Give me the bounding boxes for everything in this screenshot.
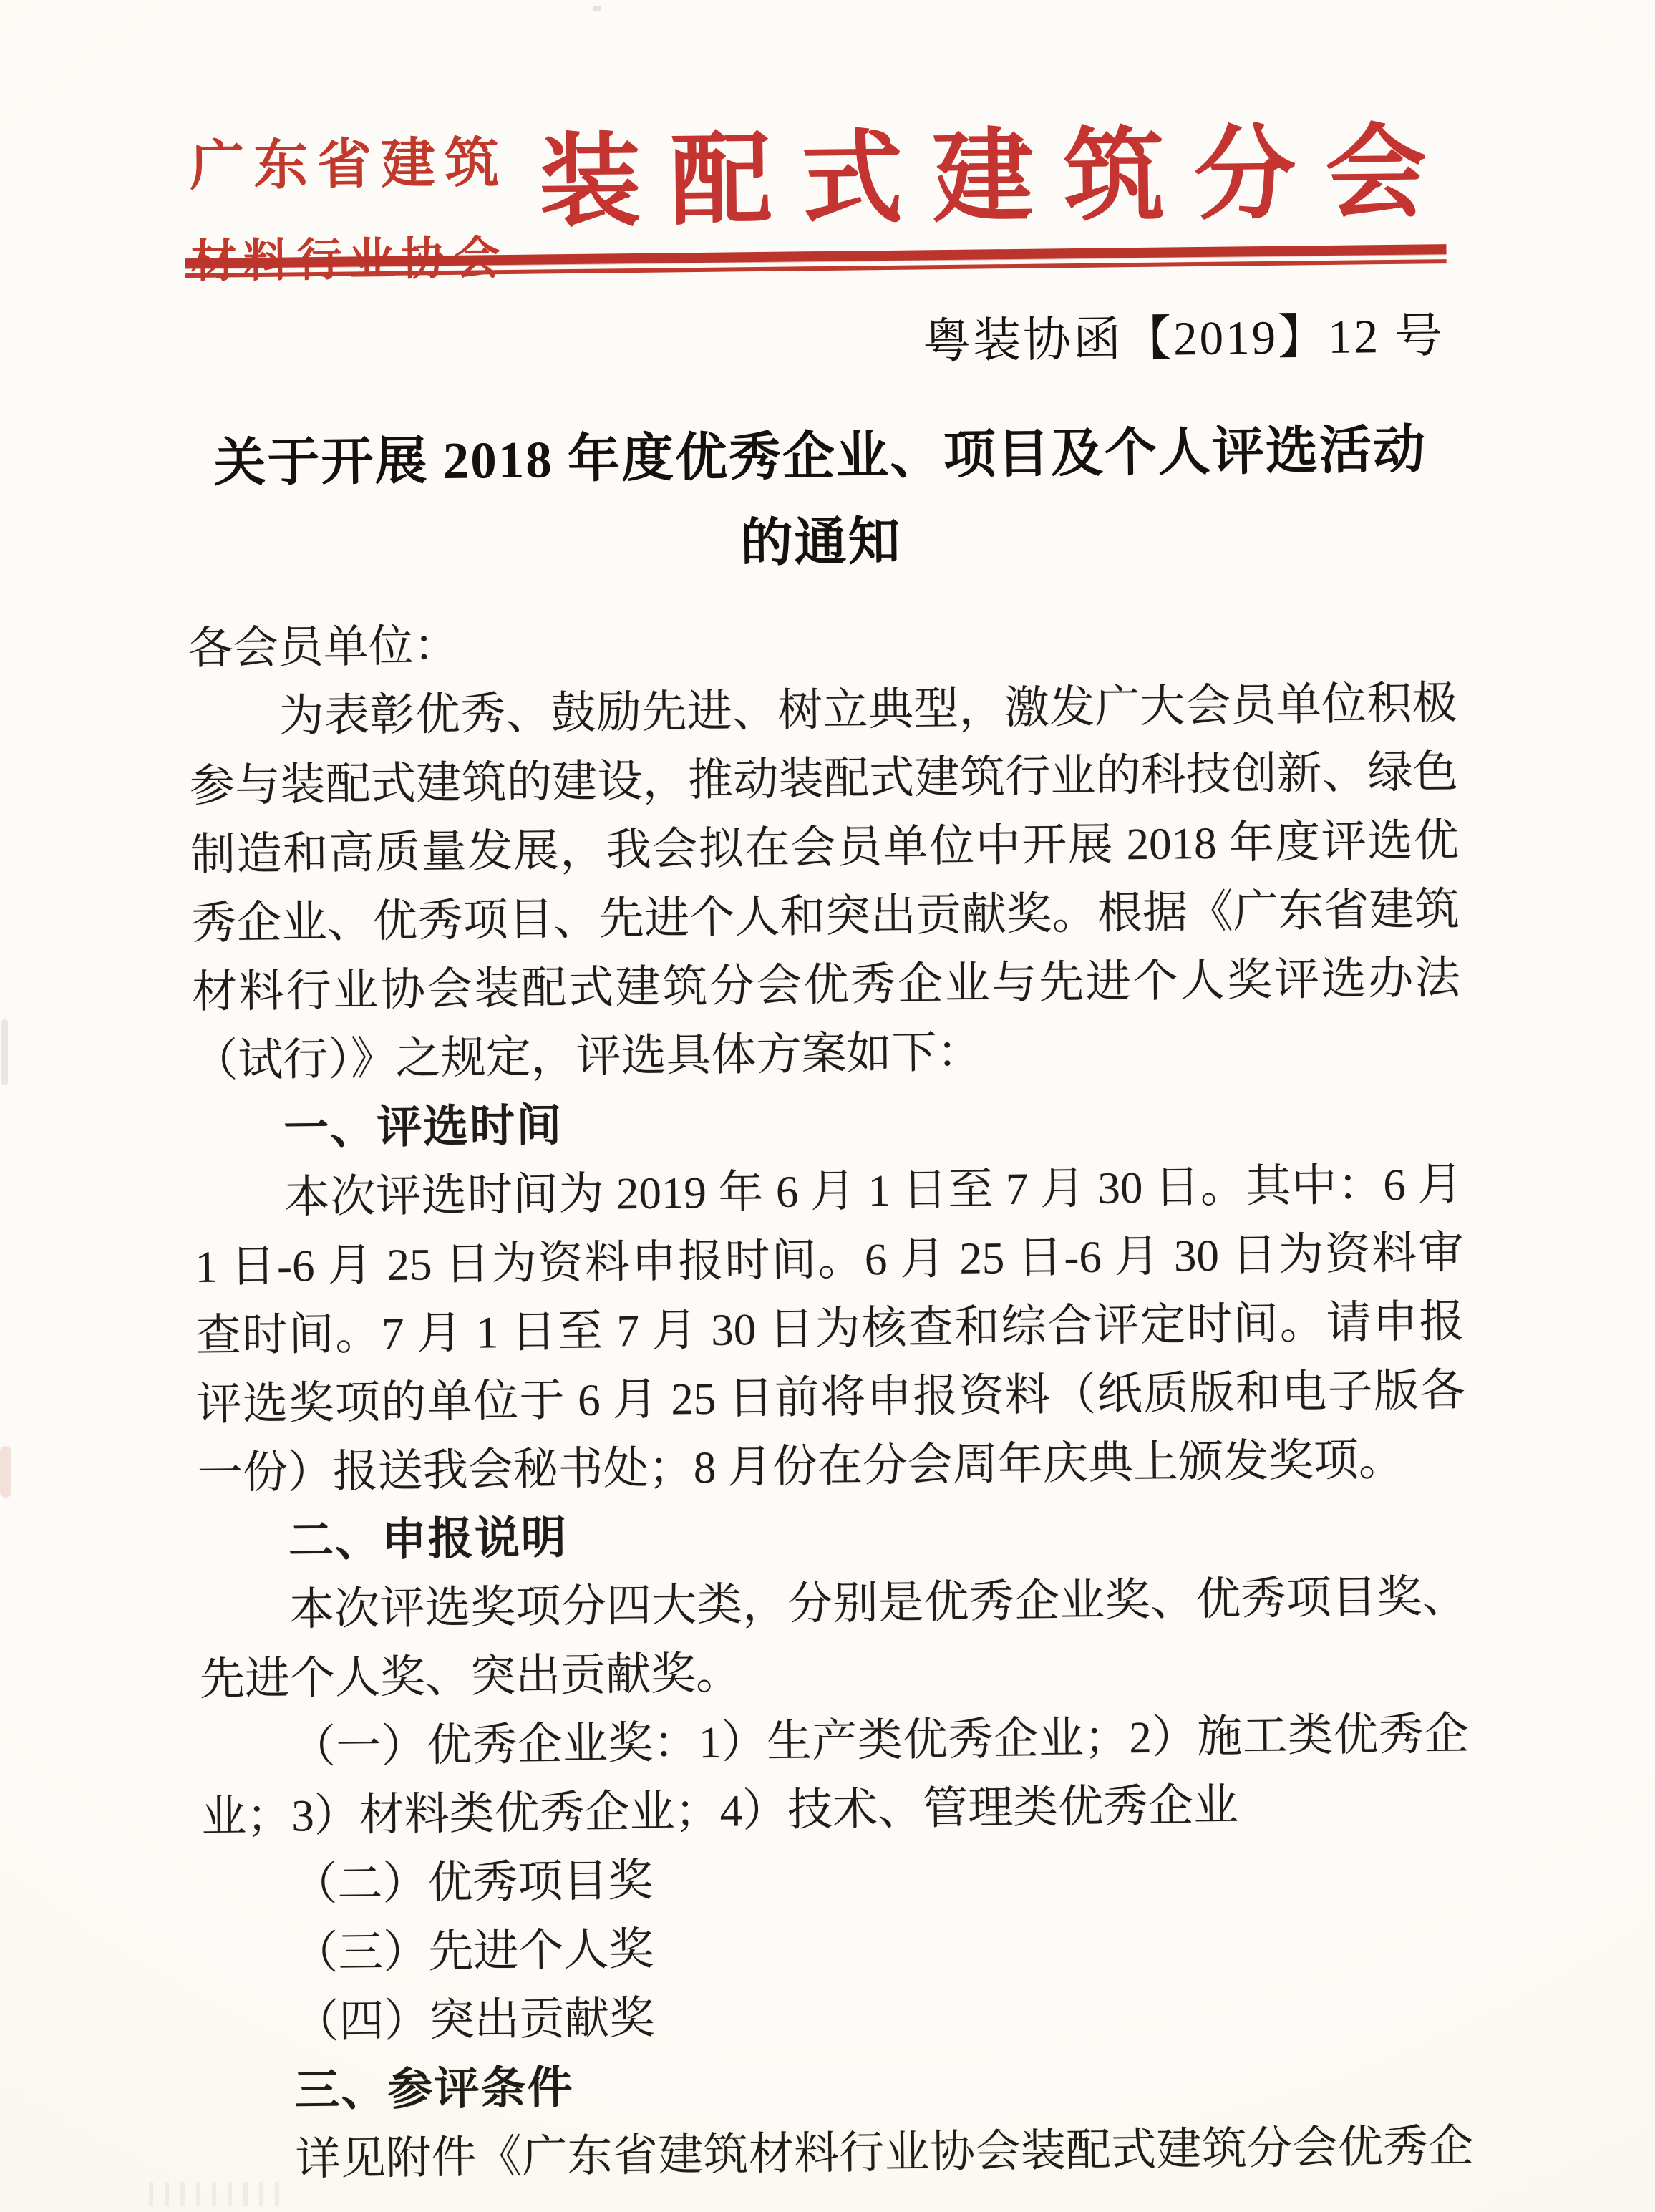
section-heading-3: 三、参评条件 (294, 2062, 574, 2116)
body-line: 1 日-6 月 25 日为资料申报时间。6 月 25 日-6 月 30 日为资料审 (195, 1227, 1464, 1293)
org-name-line-1: 广东省建筑 (189, 132, 500, 198)
body-line: 参与装配式建筑的建设，推动装配式建筑行业的科技创新、绿色 (189, 746, 1459, 812)
body-line: 制造和高质量发展，我会拟在会员单位中开展 2018 年度评选优 (190, 815, 1460, 881)
notice-title-line-2: 的通知 (740, 512, 903, 573)
section-heading-1: 一、评选时间 (283, 1100, 563, 1154)
body-line: （试行）》之规定，评选具体方案如下： (192, 1027, 983, 1087)
body-line: 详见附件《广东省建筑材料行业协会装配式建筑分会优秀企 (295, 2120, 1474, 2185)
body-line: 先进个人奖、突出贡献奖。 (199, 1648, 742, 1704)
notice-title (0, 404, 1649, 595)
notice-body (188, 600, 1474, 2195)
body-line: 各会员单位： (188, 620, 460, 674)
body-line: 查时间。7 月 1 日至 7 月 30 日为核查和综合评定时间。请申报 (195, 1296, 1465, 1362)
body-line: （一）优秀企业奖：1）生产类优秀企业；2）施工类优秀企 (290, 1708, 1470, 1772)
document-number: 粤装协函【2019】12 号 (922, 309, 1445, 369)
body-line: 材料行业协会装配式建筑分会优秀企业与先进个人奖评选办法 (191, 952, 1461, 1018)
body-line: 秀企业、优秀项目、先进个人和突出贡献奖。根据《广东省建筑 (190, 883, 1460, 949)
body-line: （四）突出贡献奖 (293, 1992, 655, 2047)
notice-title-line-1: 关于开展 2018 年度优秀企业、项目及个人评选活动 (213, 420, 1427, 493)
body-line: 本次评选时间为 2019 年 6 月 1 日至 7 月 30 日。其中：6 月 (284, 1158, 1463, 1223)
section-heading-2: 二、申报说明 (288, 1513, 568, 1566)
body-line: （二）优秀项目奖 (291, 1855, 654, 1910)
letterhead-org-name (190, 132, 500, 292)
body-line: 本次评选奖项分四大类，分别是优秀企业奖、优秀项目奖、 (288, 1571, 1468, 1635)
letterhead-branch-name: 装配式建筑分会 (538, 115, 1428, 240)
body-line: 业；3）材料类优秀企业；4）技术、管理类优秀企业 (200, 1780, 1239, 1842)
body-line: 评选奖项的单位于 6 月 25 日前将申报资料（纸质版和电子版各 (196, 1364, 1465, 1430)
body-line: 一份）报送我会秘书处；8 月份在分会周年庆典上颁发奖项。 (197, 1434, 1404, 1499)
body-line: （三）先进个人奖 (292, 1924, 654, 1979)
body-line: 为表彰优秀、鼓励先进、树立典型，激发广大会员单位积极 (278, 677, 1458, 742)
